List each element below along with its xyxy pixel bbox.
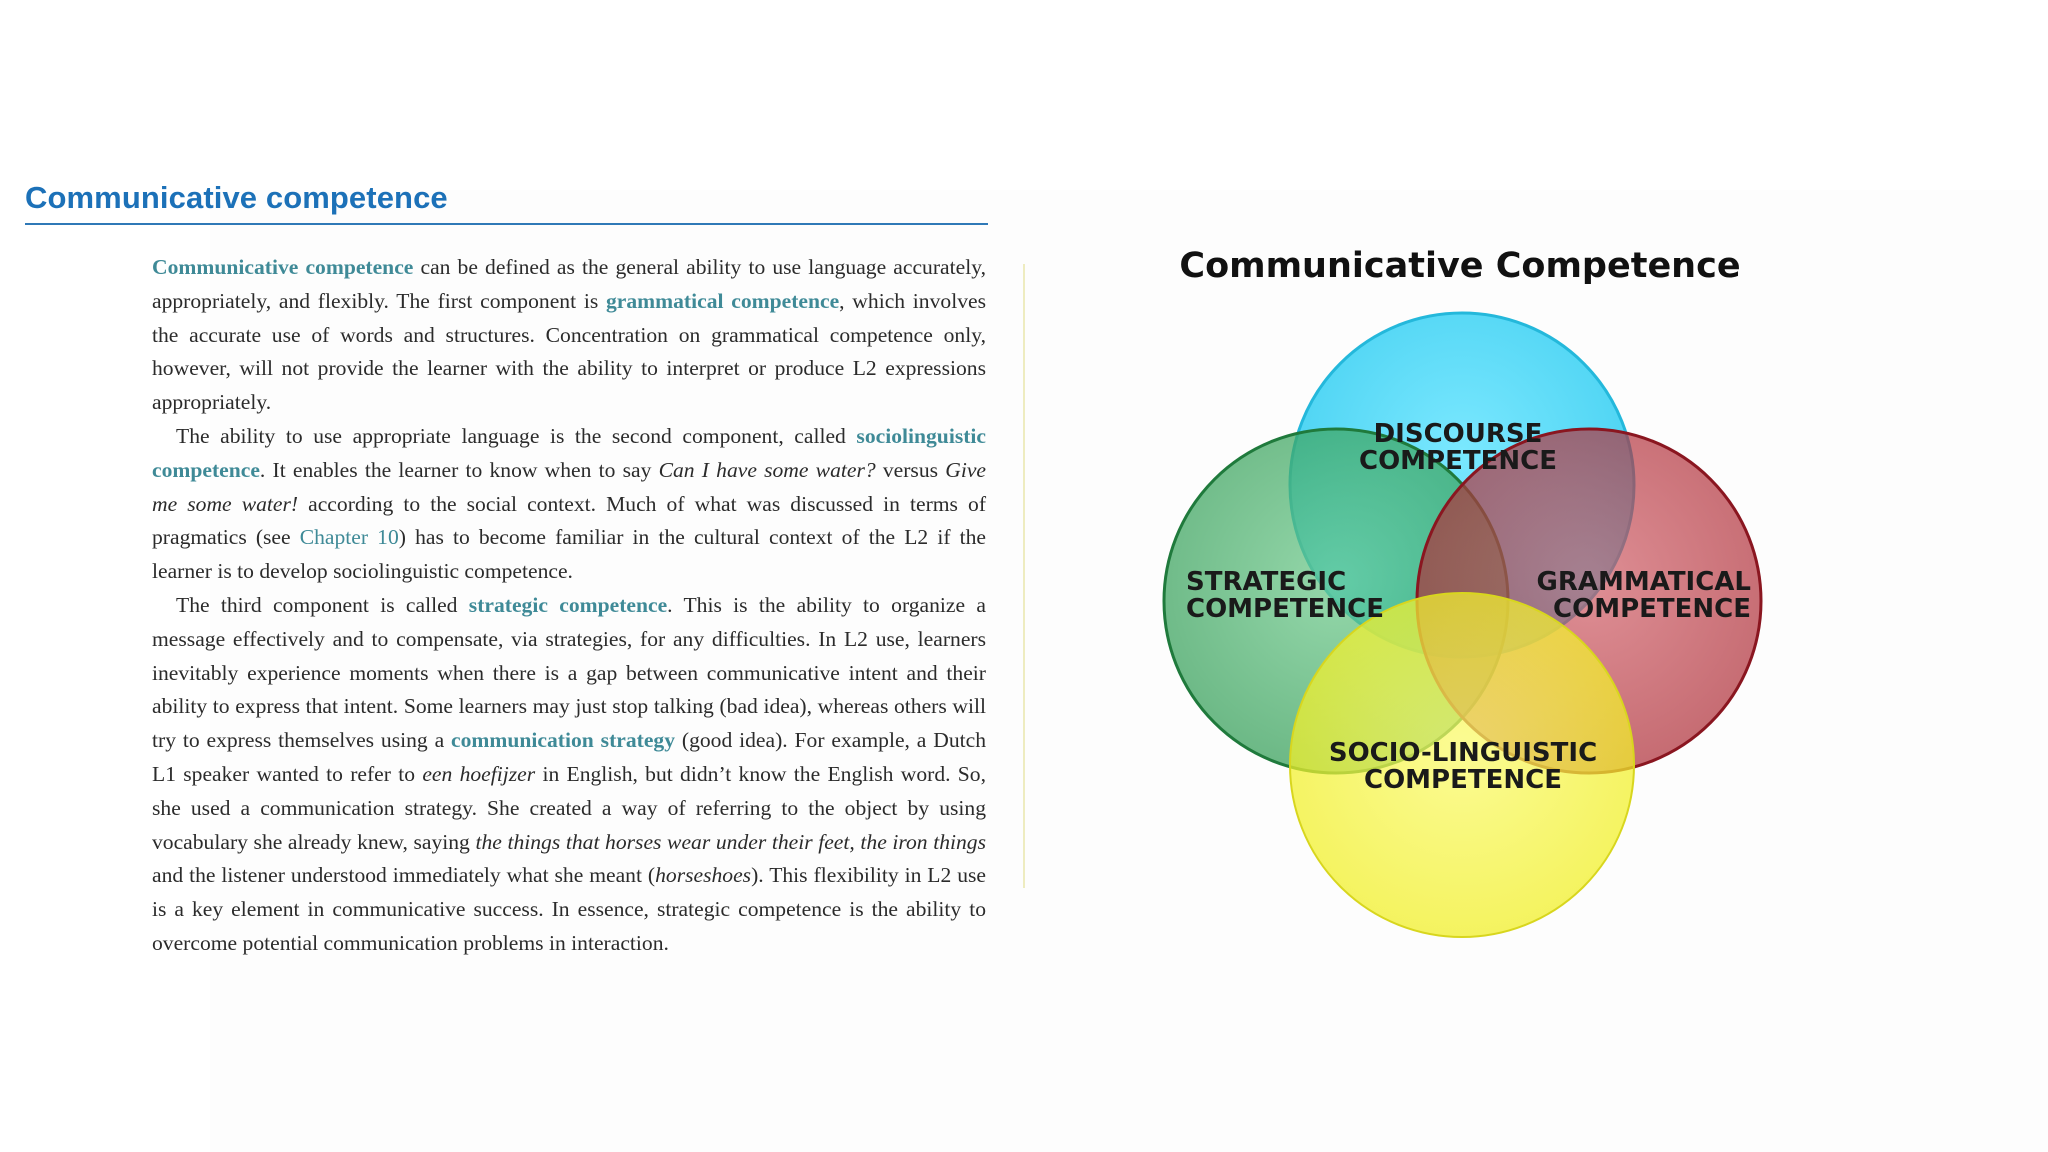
example-phrase: Can I have some water? [658,457,876,482]
paragraph-3 [152,589,986,961]
venn-diagram [1130,230,1790,940]
sociolinguistic-label-line1: SOCIO-LINGUISTIC [1328,738,1598,768]
sociolinguistic-label-line2: COMPETENCE [1364,765,1562,795]
discourse-label-line2: COMPETENCE [1359,446,1557,476]
text-span: versus [875,457,946,482]
text-span: . This is the ability to organize a message effectively and to compensate, via strategies, for any difficulties. In L2 use, learners inevitably experience moments when there is a gap between communicative intent and their ability to express that intent. Some learners may just stop talking (bad idea), whereas others will try to express themselves using a [152,592,986,753]
text-span: ) has to become familiar in the cultural context of the L2 if the learner is to develop sociolinguistic competence. [152,525,987,584]
example-phrase: the things that horses wear under their feet, the iron things [475,829,986,854]
strategic-label-line2: COMPETENCE [1186,594,1384,624]
term-communication-strategy: communication strategy [451,728,676,753]
strategic-label-line1: STRATEGIC [1186,567,1347,597]
text-span: according to the social context. Much of what was discussed in terms of pragmatics (see [152,491,987,550]
body-text [152,251,986,961]
term-communicative-competence: Communicative competence [152,255,414,279]
term-strategic-competence: strategic competence [468,592,668,617]
term-sociolinguistic-competence: sociolinguistic competence [152,423,986,482]
text-span: and the listener understood immediately what she meant ( [152,863,656,888]
discourse-label-line1: DISCOURSE [1373,419,1543,449]
text-span: The third component is called [176,592,469,617]
term-grammatical-competence: grammatical competence [605,288,840,313]
heading-underline [25,223,988,225]
example-phrase: Give me some water! [152,457,986,516]
chapter-10-link[interactable]: Chapter 10 [299,525,399,550]
text-span: The ability to use appropriate language is the second component, called [176,423,857,448]
text-span: . It enables the learner to know when to say [259,457,659,482]
grammatical-label-line2: COMPETENCE [1553,594,1751,624]
grammatical-label-line1: GRAMMATICAL [1536,567,1751,597]
paragraph-2 [152,420,986,589]
text-span: can be defined as the general ability to use language accurately, appropriately, and flexibly. The first component is [152,255,986,313]
paragraph-1 [152,251,986,420]
example-phrase: een hoefijzer [422,761,536,786]
text-span: , which involves the accurate use of words and structures. Concentration on grammatical competence only, however, will not provide the learner with the ability to interpret or produce L2 expressions appropriately. [152,288,986,415]
diagram-title: Communicative Competence [1179,246,1741,286]
example-phrase: horseshoes [655,863,752,888]
section-heading: Communicative competence [25,180,448,215]
text-span: in English, but didn’t know the English word. So, she used a communication strategy. She created a way of referring to the object by using vocabulary she already knew, saying [152,761,986,854]
column-divider [1023,264,1025,888]
text-span: ). This flexibility in L2 use is a key element in communicative success. In essence, strategic competence is the ability to overcome potential communication problems in interaction. [152,863,986,955]
text-span: (good idea). For example, a Dutch L1 speaker wanted to refer to [152,728,987,786]
